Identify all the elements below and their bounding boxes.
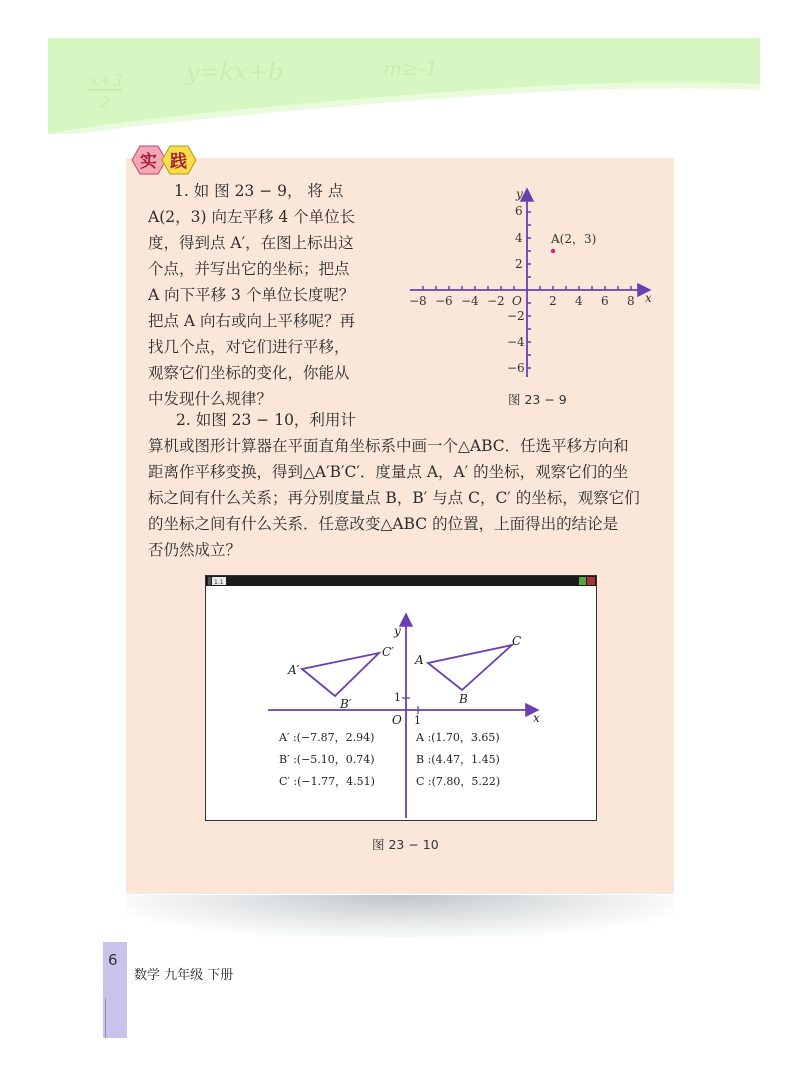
banner-formula-mid: y=kx+b xyxy=(186,58,284,86)
problem-2-text xyxy=(148,433,660,563)
fig1-y-tick: −6 xyxy=(507,361,525,375)
fig2-x-label: x xyxy=(533,711,540,725)
top-banner xyxy=(48,38,760,134)
problem-2-line: 否仍然成立？ xyxy=(148,541,242,559)
fig2-label-b: B xyxy=(459,692,468,706)
fig1-x-tick: −8 xyxy=(409,294,427,308)
banner-formula-right: m≥-1 xyxy=(383,56,439,80)
problem-2-line: 距离作平移变换，得到△A′B′C′．度量点 A，A′ 的坐标，观察它们的坐 xyxy=(148,463,629,481)
fig2-origin: O xyxy=(392,713,402,727)
coord-a1: A′ :(−7.87，2.94) xyxy=(279,731,375,744)
problem-1-line: A(2，3) 向左平移 4 个单位长 xyxy=(148,208,356,226)
figure-23-10-caption: 图 23 − 10 xyxy=(372,837,439,852)
fig1-x-tick: −6 xyxy=(435,294,453,308)
fig1-x-tick: 2 xyxy=(549,294,557,308)
section-badge xyxy=(128,144,202,176)
problem-1-line: 观察它们坐标的变化，你能从 xyxy=(148,364,350,382)
fig1-y-tick: −2 xyxy=(507,309,525,323)
problem-1-text xyxy=(148,178,376,412)
calculator-screen xyxy=(205,575,597,821)
problem-1-line: 找几个点，对它们进行平移， xyxy=(148,338,350,356)
figure-23-9 xyxy=(405,185,660,380)
problem-1-line: 1. 如 图 23 − 9， 将 点 xyxy=(174,182,344,200)
problem-2-first-line: 2. 如图 23 − 10，利用计 xyxy=(176,411,356,429)
triangle-a1b1c1 xyxy=(302,653,379,696)
banner-formula-num: x+3 xyxy=(90,71,123,90)
close-icon xyxy=(587,577,595,585)
fig2-label-a: A xyxy=(415,653,424,667)
problem-2-line: 算机或图形计算器在平面直角坐标系中画一个△ABC．任选平移方向和 xyxy=(148,437,629,455)
coord-c: C :(7.80，5.22) xyxy=(416,775,501,788)
fig1-x-tick: −2 xyxy=(487,294,505,308)
fig2-y-label: y xyxy=(394,624,401,638)
fig1-x-tick: 8 xyxy=(627,294,635,308)
fig1-x-tick: 6 xyxy=(601,294,609,308)
fig2-label-c1: C′ xyxy=(382,645,394,659)
fig1-y-tick: 2 xyxy=(515,257,523,271)
coord-a: A :(1.70，3.65) xyxy=(416,731,500,744)
fig1-x-tick: 4 xyxy=(575,294,583,308)
problem-1-line: 度，得到点 A′，在图上标出这 xyxy=(148,234,354,252)
fig1-y-tick: 4 xyxy=(515,231,523,245)
coord-c1: C′ :(−1.77，4.51) xyxy=(279,775,375,788)
problem-1-line: 把点 A 向右或向上平移呢？再 xyxy=(148,312,356,330)
fig1-y-label: y xyxy=(516,187,523,201)
fig1-point-a xyxy=(551,249,555,253)
problem-1-line: 个点，并写出它的坐标；把点 xyxy=(148,260,350,278)
book-title: 数学 九年级 下册 xyxy=(134,968,234,983)
page-number: 6 xyxy=(108,951,118,969)
calculator-tab-label: 1.1 xyxy=(214,579,224,586)
panel-shadow xyxy=(126,895,674,937)
problem-1-line: 中发现什么规律？ xyxy=(148,390,273,408)
fig1-x-label: x xyxy=(645,291,652,305)
problem-1-line: A 向下平移 3 个单位长度呢？ xyxy=(148,286,355,304)
coord-b1: B′ :(−5.10，0.74) xyxy=(279,753,375,766)
problem-2-line: 标之间有什么关系；再分别度量点 B，B′ 与点 C，C′ 的坐标，观察它们 xyxy=(148,489,640,507)
figure-23-9-caption: 图 23 − 9 xyxy=(508,392,567,407)
fig2-label-b1: B′ xyxy=(340,697,352,711)
fig2-tick-x: 1 xyxy=(414,714,421,727)
fig1-point-label: A(2，3) xyxy=(551,232,597,246)
fig1-y-tick: −4 xyxy=(507,335,525,349)
status-icon xyxy=(579,577,586,585)
fig2-label-c: C xyxy=(512,634,522,648)
fig2-tick-y: 1 xyxy=(394,691,401,704)
triangle-abc xyxy=(428,645,512,690)
coord-b: B :(4.47，1.45) xyxy=(416,753,500,766)
badge-char-1: 实 xyxy=(140,152,157,172)
problem-2-line: 的坐标之间有什么关系．任意改变△ABC 的位置，上面得出的结论是 xyxy=(148,515,619,533)
badge-char-2: 践 xyxy=(170,152,187,172)
fig1-x-tick: −4 xyxy=(461,294,479,308)
calculator-title-bar xyxy=(206,576,596,586)
fig2-label-a1: A′ xyxy=(288,663,300,677)
fig1-y-tick: 6 xyxy=(515,204,523,218)
banner-formula-den: 2 xyxy=(100,93,111,112)
fig1-origin: O xyxy=(512,294,522,308)
